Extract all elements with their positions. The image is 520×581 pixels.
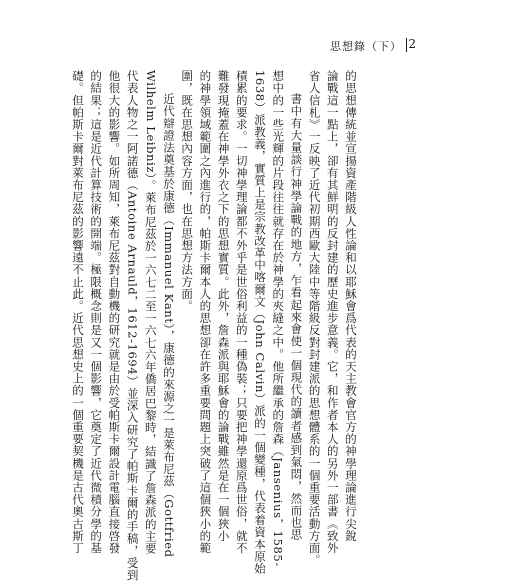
text-column: 的結果；這是近代計算技術的開端。極限概念則是又一個影響，它奠定了近代微積分學的基 [89, 70, 104, 554]
text-column: 他很大的影響。如所周知，萊布尼茲對自動機的研究就是由於受帕斯卡爾設計電腦直接啓發 [107, 70, 122, 554]
text-column: 圍，既在思想內容方面，也在思想方法方面。 [180, 70, 195, 312]
running-header-title: 思想錄（下） [330, 40, 402, 53]
text-column: 礎。但帕斯卡爾對萊布尼茲的影響遠不止此。近代思想史上的一個重要契機是古代奧古斯丁 [70, 70, 85, 554]
text-column: Wilhelm Leibniz）。萊布尼茲於一六七二至一六七六年僑居巴黎時，結識了詹森派的主要 [143, 70, 158, 555]
text-column: 論戰這一點上，卻有其鮮明的反封建的歷史進步意義。它，和作者本人的另外一部書《致外 [325, 70, 340, 554]
body-text [69, 70, 360, 581]
text-column: 難發現掩蓋在神學外衣之下的思想實質。此外，詹森派與耶穌會的論戰雖然是在一個狹小 [216, 70, 231, 542]
header-divider [406, 38, 407, 52]
page-number: 2 [408, 37, 416, 51]
text-column: 積累的要求。一切神學理論都不外乎是世俗利益的一種偽裝；只要把神學還原爲世俗，就不 [234, 70, 249, 554]
text-column: 1638）派教義，實質上是宗教改革中喀爾文（John Calvin）派的一個變種，代表着資本原始 [252, 70, 267, 575]
text-column: 省人信札》一反映了近代初期西歐大陸中等階級反對封建派的思想體系的一個重要活動方面。 [307, 70, 322, 567]
text-column: 想中的一些光輝的片段往往就存在於神學的夾縫之中。他所繼承的詹森（Jansenius，1585- [271, 70, 286, 567]
text-column: 書中有大量談行神學論戰的地方，乍看起來會使一個現代的讀者感到氣悶，然而也思 [289, 93, 304, 541]
text-column: 代表人物之一阿諾德（Antoine Arnauld，1612-1694）並深入研究了帕斯卡爾的手稿，受到 [125, 70, 140, 581]
text-column: 的神學領域範圍之內進行的，帕斯卡爾本人的思想卻在許多重要問題上突破了這個狹小的範 [198, 70, 213, 554]
text-column: 近代辯證法奠基於康德（Immanuel Kant），康德的來源之一是萊布尼茲（Gottfried [161, 93, 176, 558]
text-column: 的思想傳統並宣揚資產階級人性論和以耶穌會爲代表的天主教會官方的神學理論進行尖銳 [344, 70, 358, 542]
